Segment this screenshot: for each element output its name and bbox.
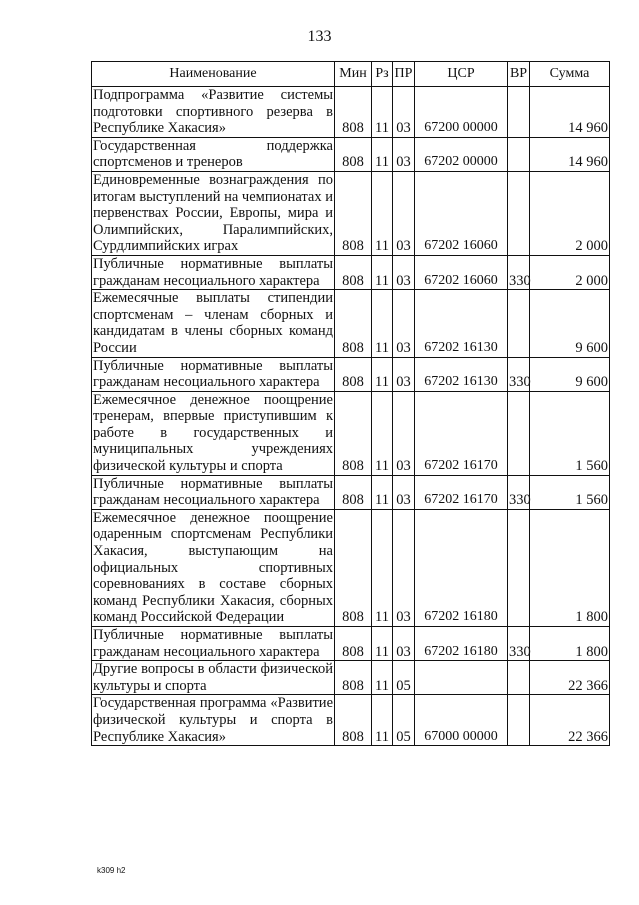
row-csr — [415, 661, 508, 695]
row-pr: 05 — [393, 661, 415, 695]
row-csr: 67202 16170 — [415, 391, 508, 475]
row-min: 808 — [335, 695, 372, 746]
row-name: Единовременные вознаграждения по итогам выступлений на чемпионатах и первенствах России, Европы, мира и Олимпийских, Паралимпийских, Сурдлимпийских играх — [93, 171, 333, 255]
row-name: Ежемесячное денежное поощрение тренерам, впервые приступившим к работе в государственных и муниципальных учреждениях физической культуры и спорта — [93, 391, 333, 475]
row-min: 808 — [335, 475, 372, 509]
row-name: Публичные нормативные выплаты гражданам несоциального характера — [93, 357, 333, 391]
row-name: Публичные нормативные выплаты гражданам несоциального характера — [93, 255, 333, 289]
row-name: Государственная программа «Развитие физической культуры и спорта в Республике Хакасия» — [93, 695, 333, 745]
footer-code: k309 h2 — [97, 866, 126, 875]
row-min: 808 — [335, 255, 372, 289]
header-name: Наименование — [92, 62, 335, 87]
row-min: 808 — [335, 137, 372, 171]
row-pr: 03 — [393, 171, 415, 255]
row-rz: 11 — [372, 627, 393, 661]
row-vr: 330 — [508, 627, 530, 661]
table-row — [92, 661, 610, 695]
table-row — [92, 391, 610, 475]
row-csr: 67200 00000 — [415, 87, 508, 138]
row-sum: 2 000 — [530, 255, 610, 289]
table-row — [92, 171, 610, 255]
row-min: 808 — [335, 171, 372, 255]
row-rz: 11 — [372, 661, 393, 695]
row-rz: 11 — [372, 290, 393, 357]
page-number: 133 — [307, 28, 332, 45]
row-rz: 11 — [372, 509, 393, 626]
row-vr — [508, 509, 530, 626]
header-min: Мин — [335, 62, 372, 87]
row-rz: 11 — [372, 695, 393, 746]
header-rz: Рз — [372, 62, 393, 87]
row-name: Другие вопросы в области физической культуры и спорта — [93, 661, 333, 694]
row-sum: 14 960 — [530, 87, 610, 138]
row-csr: 67202 16130 — [415, 290, 508, 357]
row-rz: 11 — [372, 171, 393, 255]
row-name: Публичные нормативные выплаты гражданам несоциального характера — [93, 627, 333, 660]
row-name: Ежемесячные выплаты стипендии спортсменам – членам сборных и кандидатам в члены сборных команд России — [93, 290, 333, 356]
row-min: 808 — [335, 661, 372, 695]
row-sum: 1 800 — [530, 627, 610, 661]
row-min: 808 — [335, 87, 372, 138]
row-rz: 11 — [372, 357, 393, 391]
header-sum: Сумма — [530, 62, 610, 87]
row-csr: 67202 16170 — [415, 475, 508, 509]
row-sum: 22 366 — [530, 661, 610, 695]
row-vr — [508, 290, 530, 357]
row-min: 808 — [335, 391, 372, 475]
row-sum: 9 600 — [530, 290, 610, 357]
row-pr: 03 — [393, 357, 415, 391]
row-min: 808 — [335, 357, 372, 391]
row-min: 808 — [335, 627, 372, 661]
row-vr — [508, 171, 530, 255]
row-name: Государственная поддержка спортсменов и тренеров — [93, 137, 333, 171]
row-vr — [508, 661, 530, 695]
row-name: Ежемесячное денежное поощрение одаренным спортсменам Республики Хакасия, выступающим на официальных спортивных соревнованиях в составе сборных команд Республики Хакасия, сборных команд Российской Федерации — [93, 509, 333, 626]
row-sum: 1 800 — [530, 509, 610, 626]
header-vr: ВР — [508, 62, 530, 87]
row-rz: 11 — [372, 87, 393, 138]
row-csr: 67000 00000 — [415, 695, 508, 746]
row-pr: 03 — [393, 509, 415, 626]
row-csr: 67202 16180 — [415, 509, 508, 626]
table-row — [92, 137, 610, 171]
row-sum: 14 960 — [530, 137, 610, 171]
row-pr: 03 — [393, 475, 415, 509]
row-rz: 11 — [372, 137, 393, 171]
row-rz: 11 — [372, 255, 393, 289]
table-row — [92, 475, 610, 509]
row-csr: 67202 16180 — [415, 627, 508, 661]
table-row — [92, 87, 610, 138]
row-csr: 67202 16130 — [415, 357, 508, 391]
table-row — [92, 627, 610, 661]
row-pr: 03 — [393, 255, 415, 289]
row-pr: 03 — [393, 391, 415, 475]
table-row — [92, 290, 610, 357]
row-vr — [508, 695, 530, 746]
header-pr: ПР — [393, 62, 415, 87]
row-sum: 22 366 — [530, 695, 610, 746]
row-pr: 03 — [393, 87, 415, 138]
row-vr: 330 — [508, 255, 530, 289]
row-rz: 11 — [372, 475, 393, 509]
row-vr — [508, 137, 530, 171]
row-sum: 1 560 — [530, 391, 610, 475]
row-pr: 03 — [393, 137, 415, 171]
table-row — [92, 509, 610, 626]
header-csr: ЦСР — [415, 62, 508, 87]
row-vr: 330 — [508, 475, 530, 509]
row-vr: 330 — [508, 357, 530, 391]
table-header-row — [92, 62, 610, 87]
budget-table — [91, 61, 610, 746]
row-name: Публичные нормативные выплаты гражданам несоциального характера — [93, 475, 333, 509]
row-sum: 1 560 — [530, 475, 610, 509]
row-csr: 67202 16060 — [415, 255, 508, 289]
row-pr: 03 — [393, 627, 415, 661]
table-row — [92, 695, 610, 746]
row-rz: 11 — [372, 391, 393, 475]
table-row — [92, 357, 610, 391]
row-vr — [508, 391, 530, 475]
row-csr: 67202 16060 — [415, 171, 508, 255]
row-min: 808 — [335, 290, 372, 357]
row-csr: 67202 00000 — [415, 137, 508, 171]
row-sum: 9 600 — [530, 357, 610, 391]
row-pr: 05 — [393, 695, 415, 746]
row-sum: 2 000 — [530, 171, 610, 255]
row-vr — [508, 87, 530, 138]
row-min: 808 — [335, 509, 372, 626]
row-name: Подпрограмма «Развитие системы подготовки спортивного резерва в Республике Хакасия» — [93, 87, 333, 137]
table-row — [92, 255, 610, 289]
row-pr: 03 — [393, 290, 415, 357]
